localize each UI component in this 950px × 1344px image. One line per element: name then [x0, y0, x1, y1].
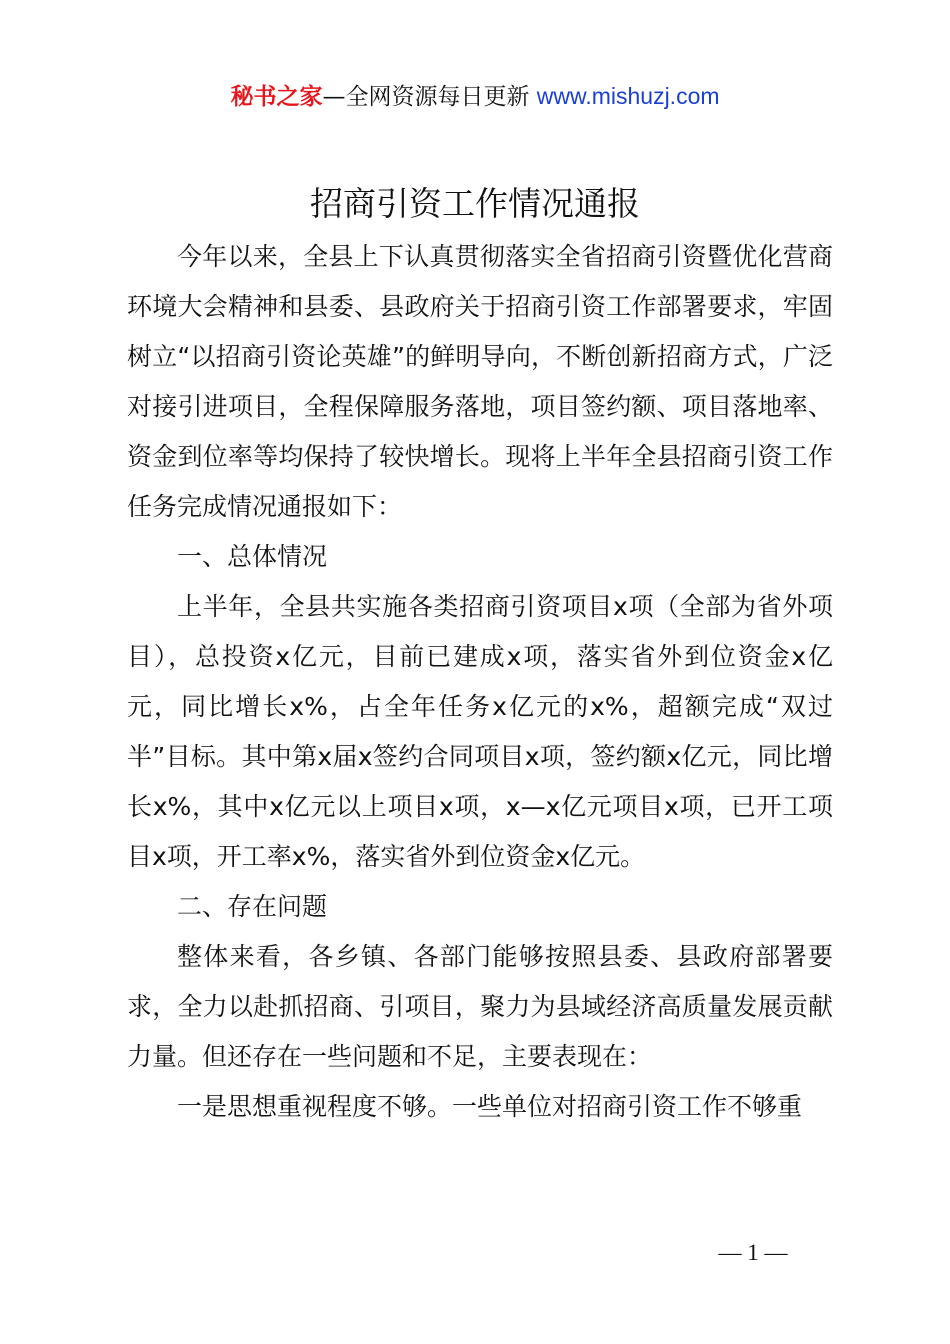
site-url-link[interactable]: www.mishuzj.com [536, 83, 720, 109]
paragraph-overall: 上半年，全县共实施各类招商引资项目x项（全部为省外项目），总投资x亿元，目前已建成x项，落实省外到位资金x亿元，同比增长x%，占全年任务x亿元的x%，超额完成“双过半”目标。其中第x届x签约合同项目x项，签约额x亿元，同比增长x%，其中x亿元以上项目x项，x—x亿元项目x项，已开工项目x项，开工率x%，落实省外到位资金x亿元。 [127, 592, 833, 871]
paragraph-intro: 今年以来，全县上下认真贯彻落实全省招商引资暨优化营商环境大会精神和县委、县政府关于招商引资工作部署要求，牢固树立“以招商引资论英雄”的鲜明导向，不断创新招商方式，广泛对接引进项目，全程保障服务落地，项目签约额、项目落地率、资金到位率等均保持了较快增长。现将上半年全县招商引资工作任务完成情况通报如下： [127, 242, 833, 521]
document-title: 招商引资工作情况通报 [310, 184, 640, 223]
site-header [0, 80, 950, 113]
document-body [127, 232, 833, 1132]
section-heading-overall: 一、总体情况 [177, 542, 328, 571]
page-number: — 1 — [718, 1240, 788, 1265]
paragraph-problems: 整体来看，各乡镇、各部门能够按照县委、县政府部署要求，全力以赴抓招商、引项目，聚力为县域经济高质量发展贡献力量。但还存在一些问题和不足，主要表现在： [127, 942, 833, 1071]
paragraph-problem-one: 一是思想重视程度不够。一些单位对招商引资工作不够重 [177, 1092, 803, 1121]
site-brand: 秘书之家 [230, 84, 323, 110]
site-slogan: —全网资源每日更新 [322, 84, 530, 110]
section-heading-problems: 二、存在问题 [177, 892, 328, 921]
